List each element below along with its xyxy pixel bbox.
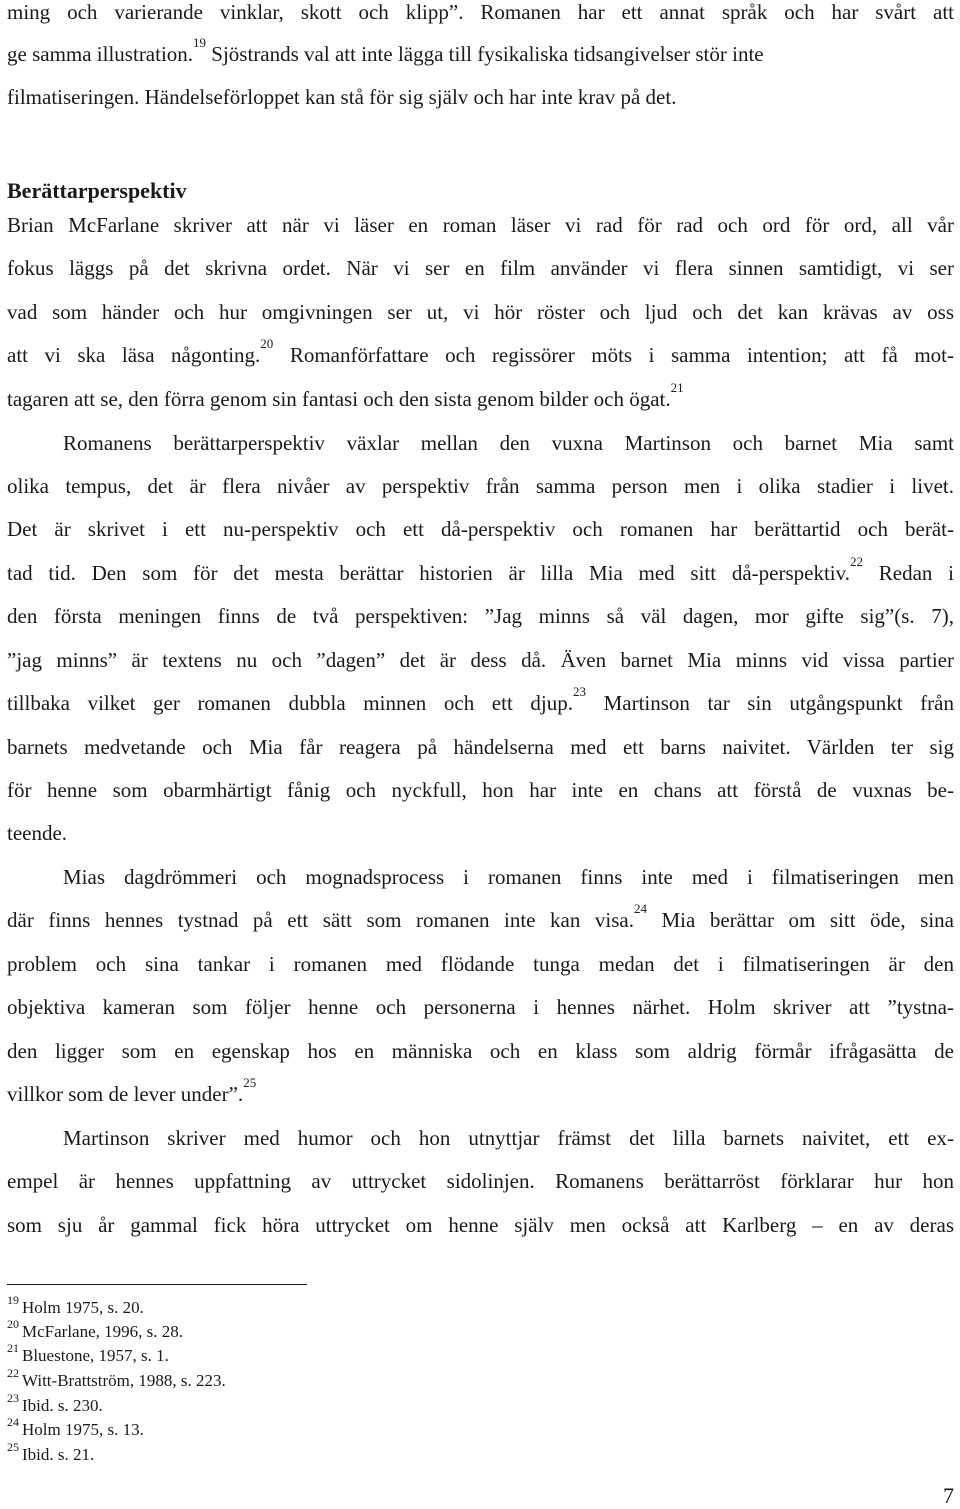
section-heading: Berättarperspektiv — [7, 178, 187, 203]
footnote-ref[interactable]: 22 — [850, 554, 864, 569]
text-line: filmatiseringen. Händelseförloppet kan stå för sig själv och har inte krav på det. — [7, 85, 677, 109]
text-line: empel är hennes uppfattning av uttrycket sidolinjen. Romanens berättarröst förklarar hur hon — [7, 1169, 954, 1193]
text-line: ge samma illustration.$^{19}$ Sjöstrands val att inte lägga till fysikaliska tidsangivelser stör inte — [7, 35, 764, 66]
footnote: $^{23}$ Ibid. s. 230. — [7, 1391, 103, 1415]
text-line: vad som händer och hur omgivningen ser ut, vi hör röster och ljud och det kan krävas av oss — [7, 300, 954, 324]
text-line: problem och sina tankar i romanen med flödande tunga medan det i filmatiseringen är den — [7, 952, 954, 976]
text-line: Romanens berättarperspektiv växlar mellan den vuxna Martinson och barnet Mia samt — [63, 431, 954, 455]
text-line: som sju år gammal fick höra uttrycket om henne själv men också att Karlberg – en av deras — [7, 1213, 954, 1237]
text-line: tad tid. Den som för det mesta berättar historien är lilla Mia med sitt då-perspektiv.$^{22}$ Redan i — [7, 554, 955, 585]
footnote: $^{22}$ Witt-Brattström, 1988, s. 223. — [7, 1366, 226, 1390]
text-line: tagaren att se, den förra genom sin fantasi och den sista genom bilder och ögat.$^{21}$ — [7, 380, 684, 411]
text-line: att vi ska läsa någonting.$^{20}$ Romanförfattare och regissörer möts i samma intention; att få mot- — [7, 336, 954, 367]
text-line: Martinson skriver med humor och hon utnyttjar främst det lilla barnets naivitet, ett ex- — [63, 1126, 954, 1150]
footnote-ref[interactable]: 23 — [573, 684, 586, 699]
footnote-ref[interactable]: 21 — [670, 380, 684, 395]
text-line: ming och varierande vinklar, skott och klipp”. Romanen har ett annat språk och har svårt att — [7, 0, 954, 24]
text-line: den ligger som en egenskap hos en människa och en klass som aldrig förmår ifrågasätta de — [7, 1039, 954, 1063]
text-line: villkor som de lever under”.$^{25}$ — [7, 1075, 257, 1106]
footnote: $^{21}$ Bluestone, 1957, s. 1. — [7, 1341, 169, 1365]
text-line: barnets medvetande och Mia får reagera på händelserna med ett barns naivitet. Världen ter sig — [7, 735, 954, 759]
footnote: $^{24}$ Holm 1975, s. 13. — [7, 1415, 144, 1439]
footnote: $^{25}$ Ibid. s. 21. — [7, 1440, 95, 1464]
text-line: Det är skrivet i ett nu-perspektiv och ett då-perspektiv och romanen har berättartid och berät- — [7, 517, 954, 541]
footnote-ref[interactable]: 24 — [633, 901, 647, 916]
text-line: Mias dagdrömmeri och mognadsprocess i romanen finns inte med i filmatiseringen men — [63, 865, 954, 889]
footnote-ref[interactable]: 19 — [193, 35, 207, 50]
text-line: objektiva kameran som följer henne och personerna i hennes närhet. Holm skriver att ”tystna- — [7, 995, 954, 1019]
text-line: ”jag minns” är textens nu och ”dagen” det är dess då. Även barnet Mia minns vid vissa partier — [7, 648, 954, 672]
text-line: Brian McFarlane skriver att när vi läser en roman läser vi rad för rad och ord för ord, all vår — [7, 213, 954, 237]
text-line: den första meningen finns de två perspektiven: ”Jag minns så väl dagen, mor gifte sig”(s. 7), — [7, 604, 954, 628]
text-line: olika tempus, det är flera nivåer av perspektiv från samma person men i olika stadier i livet. — [7, 474, 954, 498]
footnote: $^{19}$ Holm 1975, s. 20. — [7, 1293, 144, 1317]
text-line: teende. — [7, 821, 68, 845]
text-line: där finns hennes tystnad på ett sätt som romanen inte kan visa.$^{24}$ Mia berättar om sitt öde, sina — [7, 901, 954, 932]
page-number: 7 — [943, 1483, 954, 1508]
footnote: $^{20}$ McFarlane, 1996, s. 28. — [7, 1317, 184, 1341]
footnote-divider — [7, 1284, 307, 1285]
text-line: fokus läggs på det skrivna ordet. När vi ser en film använder vi flera sinnen samtidigt, vi ser — [7, 256, 954, 280]
text-line: för henne som obarmhärtigt fånig och nyckfull, hon har inte en chans att förstå de vuxnas be- — [7, 778, 954, 802]
text-line: tillbaka vilket ger romanen dubbla minnen och ett djup.$^{23}$ Martinson tar sin utgångspunkt från — [7, 684, 954, 715]
footnote-ref[interactable]: 25 — [243, 1075, 257, 1090]
footnote-ref[interactable]: 20 — [260, 336, 274, 351]
